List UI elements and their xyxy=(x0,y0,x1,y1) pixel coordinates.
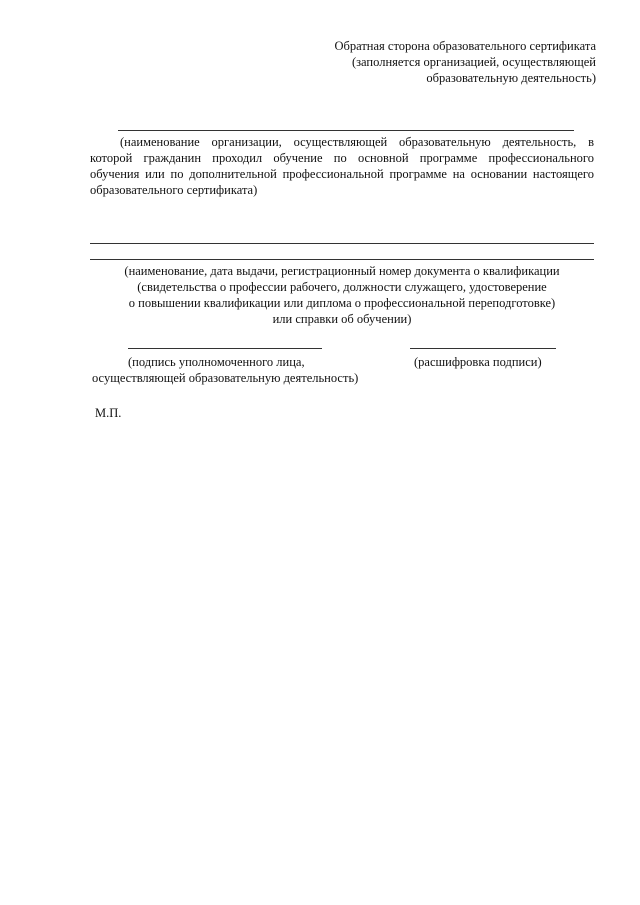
organization-caption-line-3: обучения или по дополнительной профессиональной программе на основании настоящего xyxy=(90,167,594,181)
signature-decoding-blank-line xyxy=(410,348,556,349)
document-caption-line-1: (наименование, дата выдачи, регистрационный номер документа о квалификации xyxy=(124,264,560,278)
stamp-place-label: М.П. xyxy=(95,406,122,420)
document-caption-line-3: о повышении квалификации или диплома о профессиональной переподготовке) xyxy=(128,296,556,310)
document-header xyxy=(256,38,596,86)
signature-caption-line-2: осуществляющей образовательную деятельность) xyxy=(92,371,359,385)
document-blank-line-2 xyxy=(90,259,594,260)
signature-caption-line-1: (подпись уполномоченного лица, xyxy=(128,355,305,369)
document-caption-line-2: (свидетельства о профессии рабочего, должности служащего, удостоверение xyxy=(137,280,547,294)
organization-caption-line-2: которой гражданин проходил обучение по основной программе профессионального xyxy=(90,151,594,165)
document-caption xyxy=(90,263,594,327)
organization-caption-line-1: (наименование организации, осуществляющей образовательную деятельность, в xyxy=(120,135,594,149)
signature-caption xyxy=(92,354,382,386)
signature-blank-line xyxy=(128,348,322,349)
document-caption-line-4: или справки об обучении) xyxy=(272,312,412,326)
organization-caption-line-4: образовательного сертификата) xyxy=(90,183,258,197)
header-title: Обратная сторона образовательного сертификата xyxy=(334,39,596,53)
organization-name-blank-line xyxy=(118,130,574,131)
header-subtitle-1: (заполняется организацией, осуществляющей xyxy=(351,55,596,69)
document-blank-line-1 xyxy=(90,243,594,244)
header-subtitle-2: образовательную деятельность) xyxy=(426,71,596,85)
signature-decoding-caption: (расшифровка подписи) xyxy=(414,355,542,369)
organization-caption xyxy=(90,134,594,198)
